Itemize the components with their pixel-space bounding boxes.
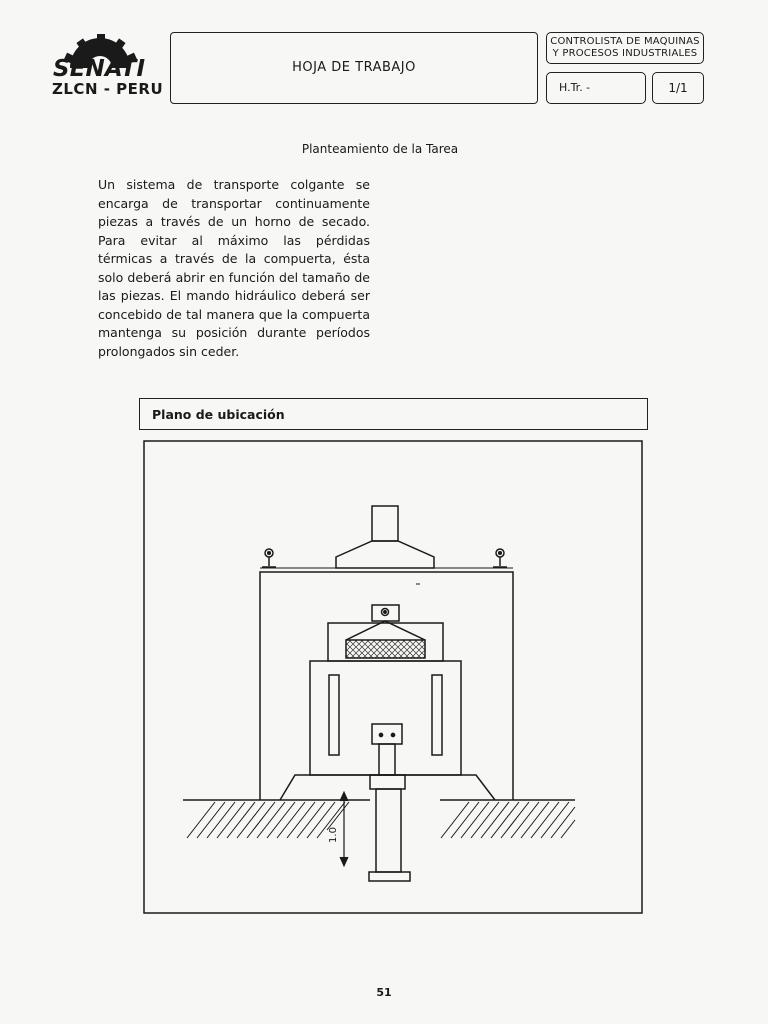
ground-right bbox=[440, 800, 575, 838]
course-line-1: CONTROLISTA DE MAQUINAS bbox=[550, 36, 700, 47]
course-box bbox=[546, 32, 704, 64]
conveyor-assembly bbox=[328, 605, 443, 661]
htr-label: H.Tr. - bbox=[559, 81, 591, 94]
htr-box bbox=[546, 72, 646, 104]
oven-body bbox=[260, 568, 513, 800]
logo-subtitle: ZLCN - PERU bbox=[52, 80, 164, 98]
lifting-eye-left bbox=[262, 549, 276, 567]
page-fraction-box bbox=[652, 72, 704, 104]
drawing-frame bbox=[144, 441, 642, 913]
logo-text: SENATI bbox=[53, 56, 145, 82]
course-line-2: Y PROCESOS INDUSTRIALES bbox=[552, 48, 698, 59]
oven-base bbox=[280, 775, 495, 800]
page-number: 51 bbox=[376, 986, 392, 999]
lifting-eye-right bbox=[493, 549, 507, 567]
task-heading: Planteamiento de la Tarea bbox=[301, 142, 459, 156]
ground-left bbox=[183, 800, 370, 838]
dimension-arrow bbox=[340, 792, 348, 866]
page-title: HOJA DE TRABAJO bbox=[292, 60, 416, 75]
dimension-label: 1.0 bbox=[328, 827, 339, 843]
task-body: Un sistema de transporte colgante se encarga de transportar continuamente piezas a través de un horno de secado. Para evitar al máximo las pérdidas térmicas a través de la compuerta, ésta solo deberá abrir en función del tamaño de las piezas. El mando hidráulico deberá ser concebido de tal manera que la compuerta mantenga su posición durante períodos prolongados sin ceder. bbox=[98, 177, 370, 359]
location-plan-label: Plano de ubicación bbox=[152, 407, 285, 422]
oven-hood bbox=[336, 506, 434, 568]
location-plan-drawing bbox=[143, 440, 643, 914]
oven-door bbox=[310, 661, 461, 775]
hydraulic-cylinder bbox=[369, 775, 410, 881]
page-fraction: 1/1 bbox=[668, 81, 688, 95]
location-plan-header bbox=[139, 398, 648, 430]
